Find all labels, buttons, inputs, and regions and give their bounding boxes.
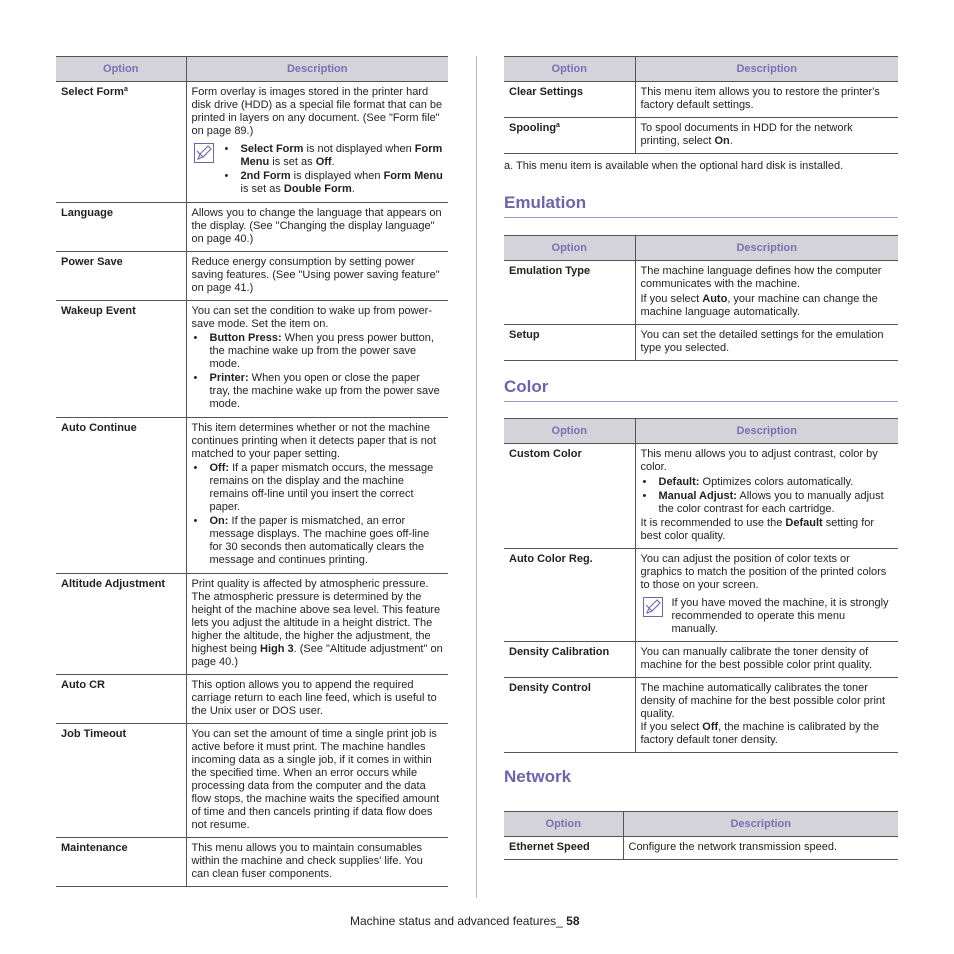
description-header: Description <box>635 57 898 82</box>
table-row <box>56 82 448 203</box>
option-density-control: Density Control <box>504 678 635 753</box>
option-header: Option <box>504 57 635 82</box>
note-pencil-icon <box>643 597 663 617</box>
list-item: • Default: Optimizes colors automatically. <box>641 476 894 489</box>
option-emulation-type: Emulation Type <box>504 261 635 325</box>
description-wakeup-event: You can set the condition to wake up from power-save mode. Set the item on. • Button Press: When you press power button, the machine wake up from the power save mode. • Printer: When you open or close the paper tray, the machine wake up from the power save mode. <box>186 301 448 418</box>
section-heading-network: Network <box>504 767 572 786</box>
page-footer: Machine status and advanced features_ 58 <box>350 914 580 928</box>
option-clear-settings: Clear Settings <box>504 82 635 118</box>
description-density-calibration: You can manually calibrate the toner density of machine for the best possible color print quality. <box>635 642 898 678</box>
option-spooling: Spooling$^a$ <box>504 118 635 154</box>
description-ethernet-speed: Configure the network transmission speed. <box>623 837 898 860</box>
table-row <box>504 444 898 549</box>
note-item: • 2nd Form is displayed when Form Menu is set as Double Form. <box>223 170 444 196</box>
description-density-control: The machine automatically calibrates the toner density of machine for the best possible color print quality. If you select Off, the machine is calibrated by the factory default toner density. <box>635 678 898 753</box>
machine-setup-table <box>56 56 448 887</box>
option-power-save: Power Save <box>56 252 186 301</box>
option-density-calibration: Density Calibration <box>504 642 635 678</box>
option-setup: Setup <box>504 325 635 361</box>
description-custom-color: This menu allows you to adjust contrast, color by color. • Default: Optimizes colors automatically. • Manual Adjust: Allows you to manually adjust the color contrast for each cartridge. It is recommended to use the Default setting for best color quality. <box>635 444 898 549</box>
hdd-options-table <box>504 56 898 154</box>
note-item: • Select Form is not displayed when Form Menu is set as Off. <box>223 143 444 169</box>
option-ethernet-speed: Ethernet Speed <box>504 837 623 860</box>
table-row <box>504 82 898 118</box>
table-footnote: a. This menu item is available when the optional hard disk is installed. <box>504 160 844 172</box>
table-row <box>504 837 898 860</box>
table-row <box>56 203 448 252</box>
list-item: • Manual Adjust: Allows you to manually adjust the color contrast for each cartridge. <box>641 490 894 516</box>
table-row <box>504 678 898 753</box>
option-language: Language <box>56 203 186 252</box>
description-auto-color-reg: You can adjust the position of color texts or graphics to match the position of the printed colors to those on your screen. If you have moved the machine, it is strongly recommended to operate this menu manually. <box>635 549 898 642</box>
option-job-timeout: Job Timeout <box>56 724 186 838</box>
emulation-table <box>504 235 898 361</box>
description-header: Description <box>635 236 898 261</box>
description-select-form: Form overlay is images stored in the printer hard disk drive (HDD) as a special file format that can be printed in layers on any document. (See "Form file" on page 89.) • Select Form is not displayed when Form Menu is set as Off. • 2nd Form is displayed when Form Menu is set as Double Form. <box>186 82 448 203</box>
option-header: Option <box>504 812 623 837</box>
option-custom-color: Custom Color <box>504 444 635 549</box>
note-pencil-icon <box>194 143 214 163</box>
description-emulation-type: The machine language defines how the computer communicates with the machine. If you select Auto, your machine can change the machine language automatically. <box>635 261 898 325</box>
description-power-save: Reduce energy consumption by setting power saving features. (See "Using power saving feature" on page 41.) <box>186 252 448 301</box>
table-row <box>56 724 448 838</box>
table-row <box>504 261 898 325</box>
note-block <box>192 143 444 197</box>
option-header: Option <box>56 57 186 82</box>
description-job-timeout: You can set the amount of time a single print job is active before it must print. The machine handles incoming data as a single job, if it comes in within the specified time. When an error occurs while processing data from the computer and the data flow stops, the machine waits the specified amount of time and then cancels printing if data flow does not resume. <box>186 724 448 838</box>
table-row <box>56 418 448 574</box>
color-table <box>504 418 898 753</box>
page-number: 58 <box>566 914 580 928</box>
option-altitude-adjustment: Altitude Adjustment <box>56 574 186 675</box>
description-header: Description <box>623 812 898 837</box>
table-row <box>56 838 448 887</box>
description-auto-continue: This item determines whether or not the machine continues printing when it detects paper that is not matched to your paper setting. • Off: If a paper mismatch occurs, the message remains on the display and the machine remains off-line until you insert the correct paper. • On: If the paper is mismatched, an error message displays. The machine goes off-line for 30 seconds then automatically clears the message and continues printing. <box>186 418 448 574</box>
section-heading-color: Color <box>504 377 898 402</box>
left-column <box>56 56 448 887</box>
description-spooling: To spool documents in HDD for the network printing, select On. <box>635 118 898 154</box>
table-row <box>56 574 448 675</box>
description-setup: You can set the detailed settings for the emulation type you selected. <box>635 325 898 361</box>
note-block: If you have moved the machine, it is strongly recommended to operate this menu manually. <box>641 597 894 636</box>
table-row <box>56 252 448 301</box>
table-row <box>504 642 898 678</box>
list-item: • Off: If a paper mismatch occurs, the message remains on the display and the machine remains off-line until you insert the correct paper. <box>192 462 444 514</box>
option-header: Option <box>504 419 635 444</box>
table-row <box>504 118 898 154</box>
section-heading-emulation: Emulation <box>504 193 898 218</box>
description-altitude-adjustment: Print quality is affected by atmospheric pressure. The atmospheric pressure is determined by the height of the machine above sea level. This feature lets you adjust the altitude in a height district. The higher the altitude, the higher the adjustment, the highest being High 3. (See "Altitude adjustment" on page 40.) <box>186 574 448 675</box>
list-item: • Printer: When you open or close the paper tray, the machine wake up from the power save mode. <box>192 372 444 411</box>
description-clear-settings: This menu item allows you to restore the printer's factory default settings. <box>635 82 898 118</box>
description-header: Description <box>186 57 448 82</box>
right-column <box>504 56 898 860</box>
description-auto-cr: This option allows you to append the required carriage return to each line feed, which is useful to the Unix user or DOS user. <box>186 675 448 724</box>
option-wakeup-event: Wakeup Event <box>56 301 186 418</box>
list-item: • On: If the paper is mismatched, an error message displays. The machine goes off-line for 30 seconds then automatically clears the message and continues printing. <box>192 515 444 567</box>
option-auto-cr: Auto CR <box>56 675 186 724</box>
list-item: • Button Press: When you press power button, the machine wake up from the power save mode. <box>192 332 444 371</box>
option-select-form: Select Form$^a$ <box>56 82 186 203</box>
table-row <box>504 325 898 361</box>
description-maintenance: This menu allows you to maintain consumables within the machine and check supplies' life. You can clean fuser components. <box>186 838 448 887</box>
option-header: Option <box>504 236 635 261</box>
column-divider <box>476 56 477 898</box>
table-row <box>504 549 898 642</box>
option-auto-continue: Auto Continue <box>56 418 186 574</box>
option-auto-color-reg: Auto Color Reg. <box>504 549 635 642</box>
table-row <box>56 675 448 724</box>
description-language: Allows you to change the language that appears on the display. (See "Changing the display language" on page 40.) <box>186 203 448 252</box>
option-maintenance: Maintenance <box>56 838 186 887</box>
network-table <box>504 811 898 860</box>
table-row <box>56 301 448 418</box>
description-header: Description <box>635 419 898 444</box>
